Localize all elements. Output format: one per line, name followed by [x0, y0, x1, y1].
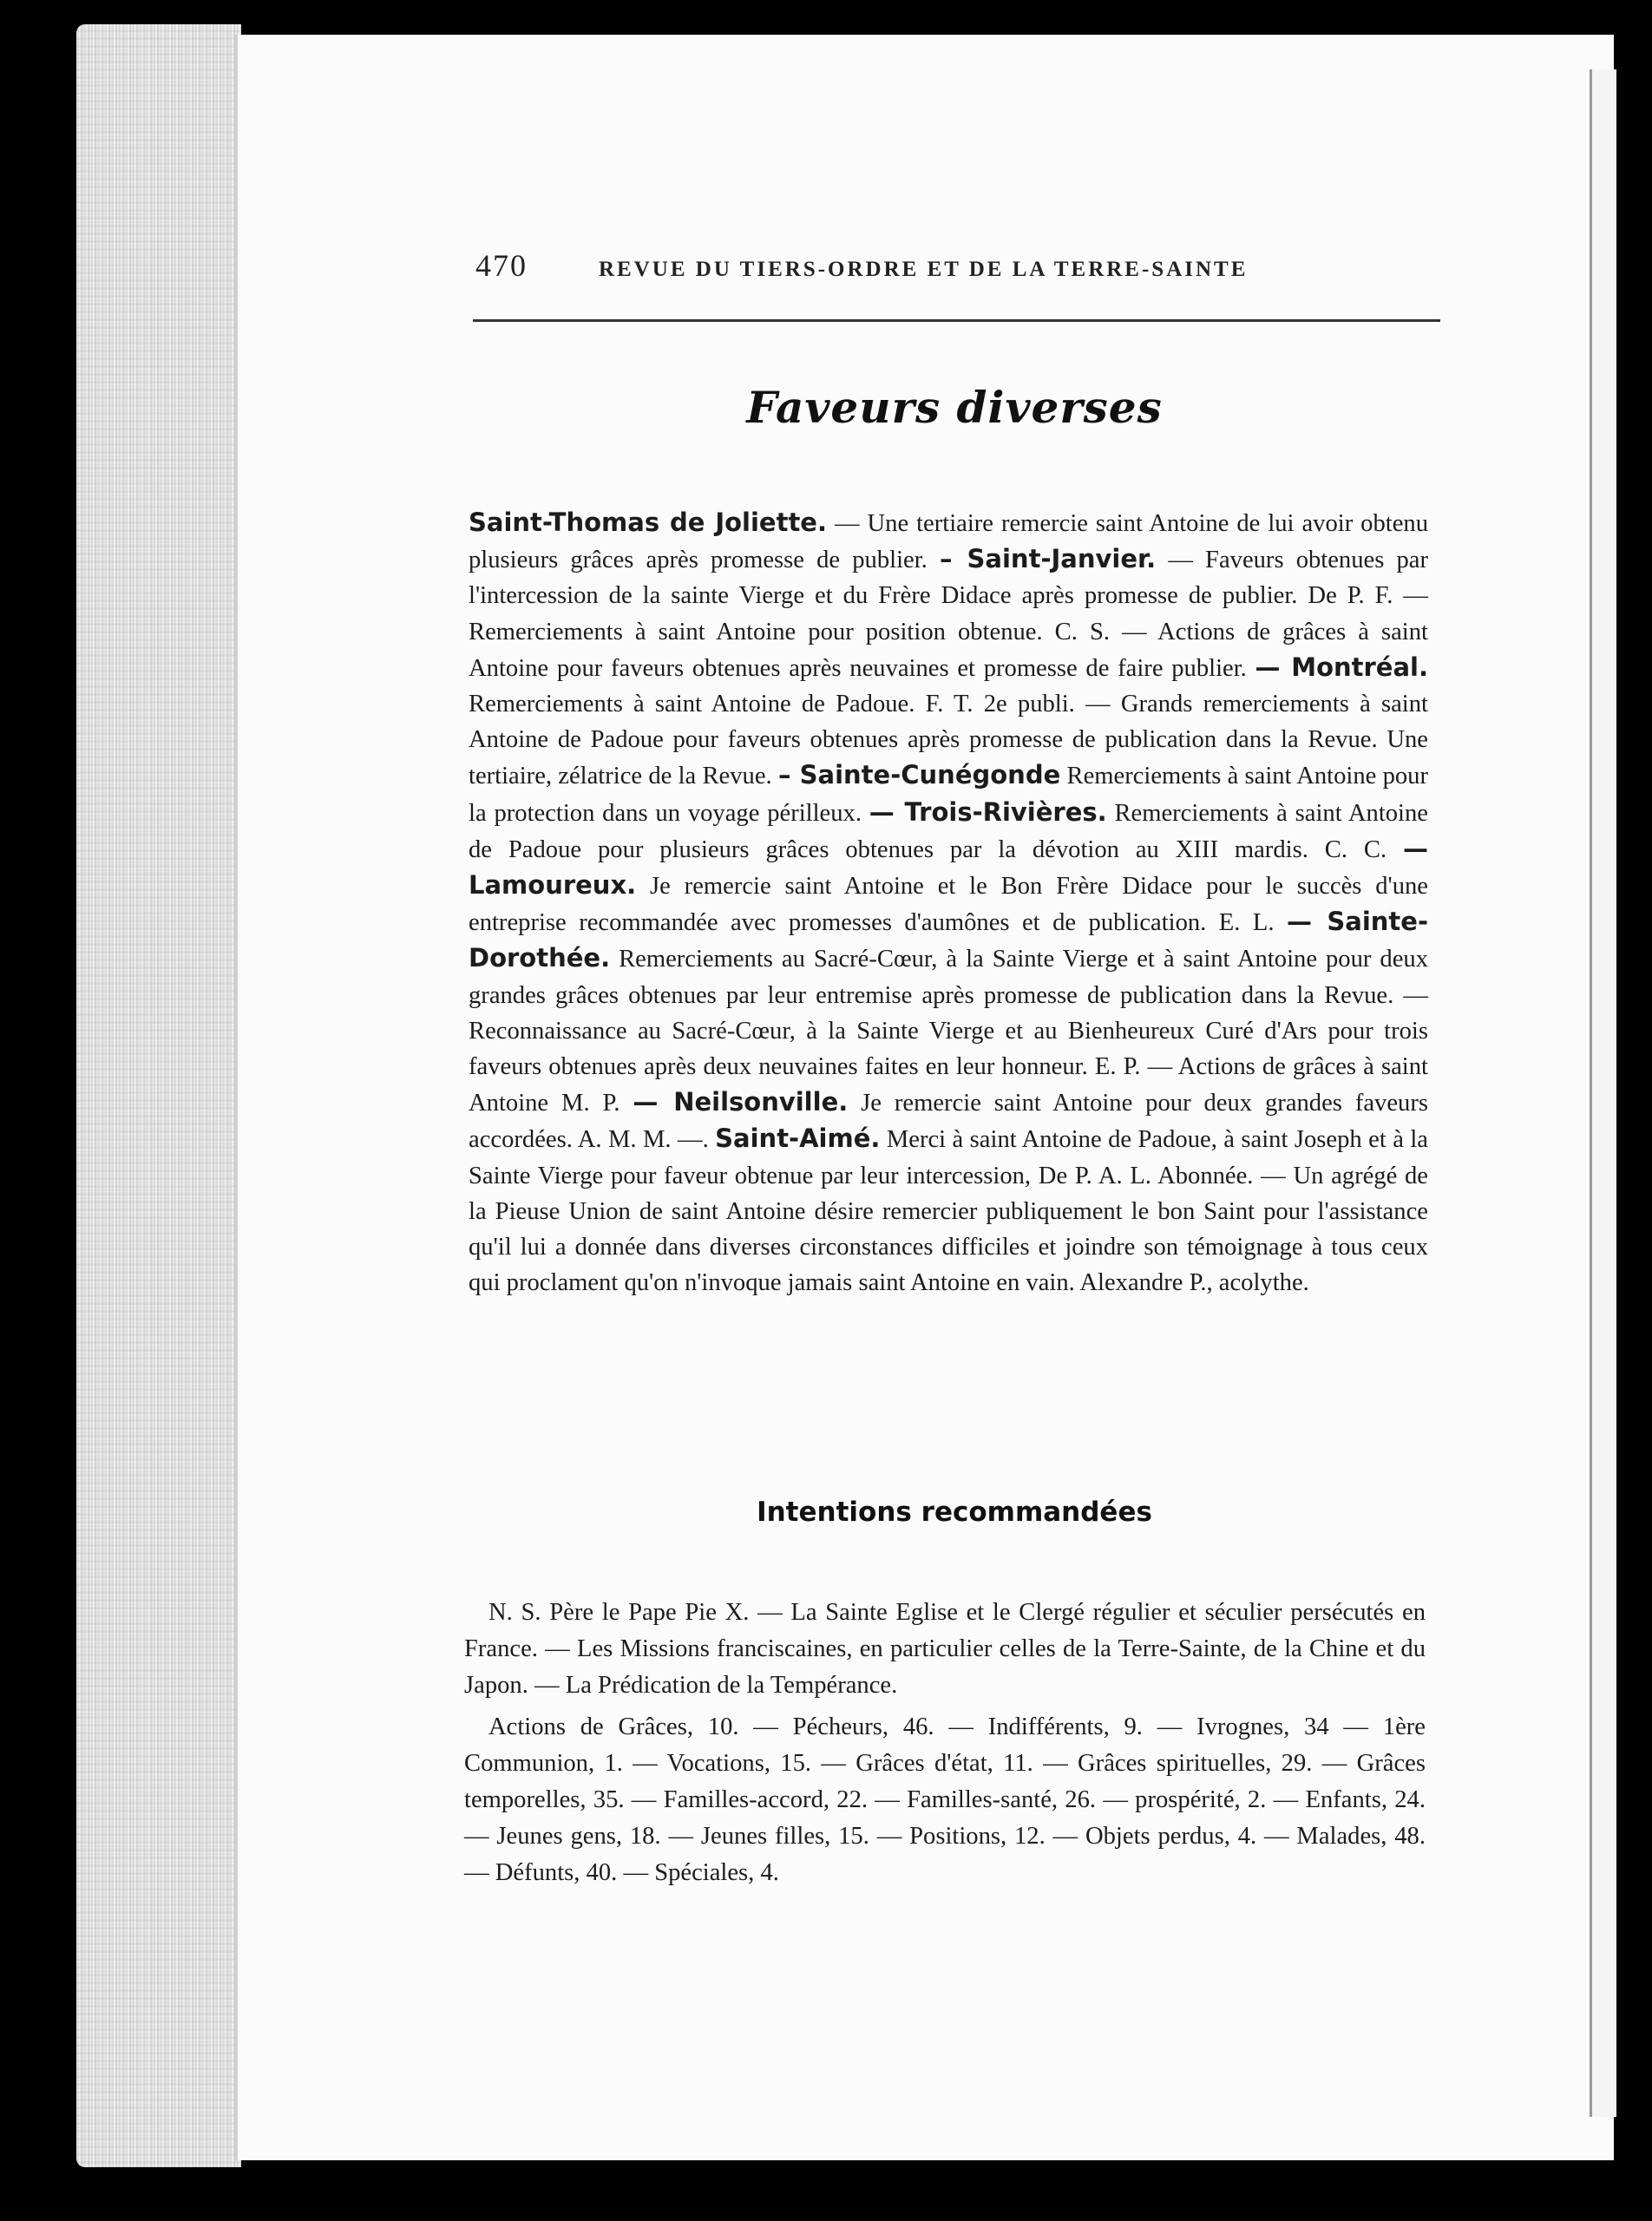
- place-name: — Sainte-Dorothée.: [469, 907, 1428, 973]
- favor-text: Remerciements à saint Antoine pour la protection dans un voyage périlleux.: [469, 763, 1428, 827]
- place-name: — Lamoureux.: [469, 833, 1428, 901]
- book-page-edges: [76, 24, 241, 2167]
- place-name: Saint-Thomas de Joliette.: [469, 508, 827, 537]
- favor-text: — Une tertiaire remercie saint Antoine de lui avoir obtenu plusieurs grâces après promesse de publier.: [469, 510, 1428, 574]
- intentions-section: [464, 1595, 1426, 1897]
- favors-paragraph: [469, 505, 1428, 1300]
- favor-text: Remerciements au Sacré-Cœur, à la Sainte Vierge et à saint Antoine pour deux grandes grâces obtenues par leur entremise après promesse de publication dans la Revue. — Reconnaissance au Sacré-Cœur, à la Sainte Vierge et au Bienheureux Curé d'Ars pour trois faveurs obtenues après deux neuvaines faites en leur honneur. E. P. — Actions de grâces à saint Antoine M. P.: [469, 946, 1428, 1117]
- intentions-paragraph: N. S. Père le Pape Pie X. — La Sainte Eglise et le Clergé régulier et séculier persécutés en France. — Les Missions franciscaines, en particulier celles de la Terre-Sainte, de la Chine et du Japon. — La Prédication de la Tempérance.: [464, 1599, 1426, 1699]
- place-name: — Neilsonville.: [633, 1087, 849, 1117]
- place-name: — Montréal.: [1255, 652, 1428, 682]
- favor-text: Merci à saint Antoine de Padoue, à saint Joseph et à la Sainte Vierge pour faveur obtenue par leur intercession, De P. A. L. Abonnée. — Un agrégé de la Pieuse Union de saint Antoine désire remercier publiquement le bon Saint pour l'assistance qu'il lui a donnée dans diverses circonstances difficiles et joindre son témoignage à tous ceux qui proclament qu'on n'invoque jamais saint Antoine en vain. Alexandre P., acolythe.: [469, 1126, 1428, 1297]
- place-name: Saint-Aimé.: [715, 1124, 881, 1154]
- next-page-edge: [1590, 69, 1616, 2117]
- header-rule: [473, 319, 1440, 322]
- place-name: – Sainte-Cunégonde: [777, 760, 1061, 790]
- favor-text: Remerciements à saint Antoine de Padoue. F. T. 2e publi. — Grands remerciements à saint Antoine de Padoue pour faveurs obtenues après promesse de publication dans la Revue. Une tertiaire, zélatrice de la Revue.: [469, 691, 1428, 790]
- favor-text: Remerciements à saint Antoine de Padoue pour plusieurs grâces obtenues par la dévotion au XIII mardis. C. C.: [469, 799, 1428, 863]
- intentions-heading: Intentions recommandées: [757, 1497, 1152, 1528]
- section-title: Faveurs diverses: [746, 382, 1163, 433]
- favor-text: — Faveurs obtenues par l'intercession de la sainte Vierge et du Frère Didace après promesse de publier. De P. F. — Remerciements à saint Antoine pour position obtenue. C. S. — Actions de grâces à saint Antoine pour faveurs obtenues après neuvaines et promesse de faire publier.: [469, 547, 1428, 682]
- page-number: 470: [475, 248, 528, 283]
- page-edge-texture: [76, 24, 241, 2167]
- intentions-counts-paragraph: Actions de Grâces, 10. — Pécheurs, 46. — Indifférents, 9. — Ivrognes, 34 — 1ère Communion, 1. — Vocations, 15. — Grâces d'état, 11. — Grâces spirituelles, 29. — Grâces temporelles, 35. — Familles-accord, 22. — Familles-santé, 26. — prospérité, 2. — Enfants, 24. — Jeunes gens, 18. — Jeunes filles, 15. — Positions, 12. — Objets perdus, 4. — Malades, 48. — Défunts, 40. — Spéciales, 4.: [464, 1713, 1426, 1886]
- place-name: — Trois-Rivières.: [869, 796, 1107, 827]
- running-title: REVUE DU TIERS-ORDRE ET DE LA TERRE-SAINTE: [599, 258, 1249, 281]
- running-header: [475, 247, 1439, 308]
- place-name: – Saint-Janvier.: [939, 544, 1157, 574]
- favor-text: Je remercie saint Antoine pour deux grandes faveurs accordées. A. M. M. —.: [469, 1090, 1428, 1154]
- favor-text: Je remercie saint Antoine et le Bon Frère Didace pour le succès d'une entreprise recommandée avec promesses d'aumônes et de publication. E. L.: [469, 873, 1428, 937]
